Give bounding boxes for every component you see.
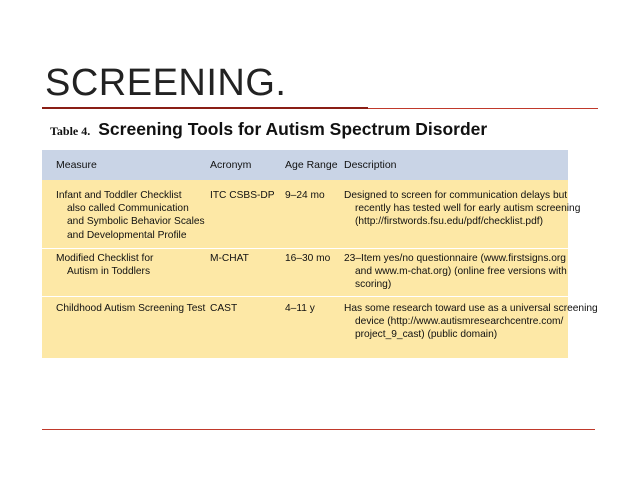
row-3-description xyxy=(344,302,598,342)
row-1-measure-line: and Symbolic Behavior Scales xyxy=(67,216,205,228)
screening-table xyxy=(42,113,598,393)
row-1-acronym: ITC CSBS-DP xyxy=(210,190,275,201)
row-3-description-line: project_9_cast) (public domain) xyxy=(355,329,498,341)
row-2-description-line: scoring) xyxy=(355,279,392,291)
row-3-acronym: CAST xyxy=(210,303,238,314)
row-1-description-line: (http://firstwords.fsu.edu/pdf/checklist.pdf) xyxy=(355,216,543,228)
column-header-description: Description xyxy=(344,159,397,171)
table-caption xyxy=(50,119,487,140)
row-2-measure-line: Autism in Toddlers xyxy=(67,266,151,278)
row-2-description xyxy=(344,252,567,292)
row-3-description-line: Has some research toward use as a universal screening xyxy=(344,303,598,314)
row-2-description-line: and www.m-chat.org) (online free versions with xyxy=(355,266,567,278)
table-title: Screening Tools for Autism Spectrum Disorder xyxy=(98,119,488,139)
row-1-measure-line: also called Communication xyxy=(67,203,189,215)
row-1-description-line: recently has tested well for early autism screening xyxy=(355,203,581,215)
row-3-measure xyxy=(56,302,205,315)
slide-title: SCREENING. xyxy=(45,62,287,104)
table-header-row xyxy=(42,150,568,180)
row-1-measure xyxy=(56,189,205,242)
row-1-description xyxy=(344,189,580,229)
table-body xyxy=(42,180,598,358)
column-header-age-range: Age Range xyxy=(285,159,338,171)
row-divider xyxy=(42,248,568,249)
row-1-measure-line: and Developmental Profile xyxy=(67,229,187,241)
row-2-measure-line: Modified Checklist for xyxy=(56,253,154,264)
row-3-age-range: 4–11 y xyxy=(285,303,315,314)
title-divider-accent xyxy=(42,107,368,109)
column-header-measure: Measure xyxy=(56,159,97,171)
row-3-measure-line: Childhood Autism Screening Test xyxy=(56,303,206,314)
row-1-description-line: Designed to screen for communication delays but xyxy=(344,190,568,201)
footer-divider xyxy=(42,429,595,430)
row-1-measure-line: Infant and Toddler Checklist xyxy=(56,190,182,201)
row-divider xyxy=(42,296,568,297)
row-2-measure xyxy=(56,252,153,278)
row-2-age-range: 16–30 mo xyxy=(285,253,331,264)
column-header-acronym: Acronym xyxy=(210,159,252,171)
row-2-acronym: M-CHAT xyxy=(210,253,249,264)
table-label: Table 4. xyxy=(50,124,91,138)
row-1-age-range: 9–24 mo xyxy=(285,190,325,201)
row-2-description-line: 23–Item yes/no questionnaire (www.firstsigns.org xyxy=(344,253,566,264)
row-3-description-line: device (http://www.autismresearchcentre.com/ xyxy=(355,316,564,328)
